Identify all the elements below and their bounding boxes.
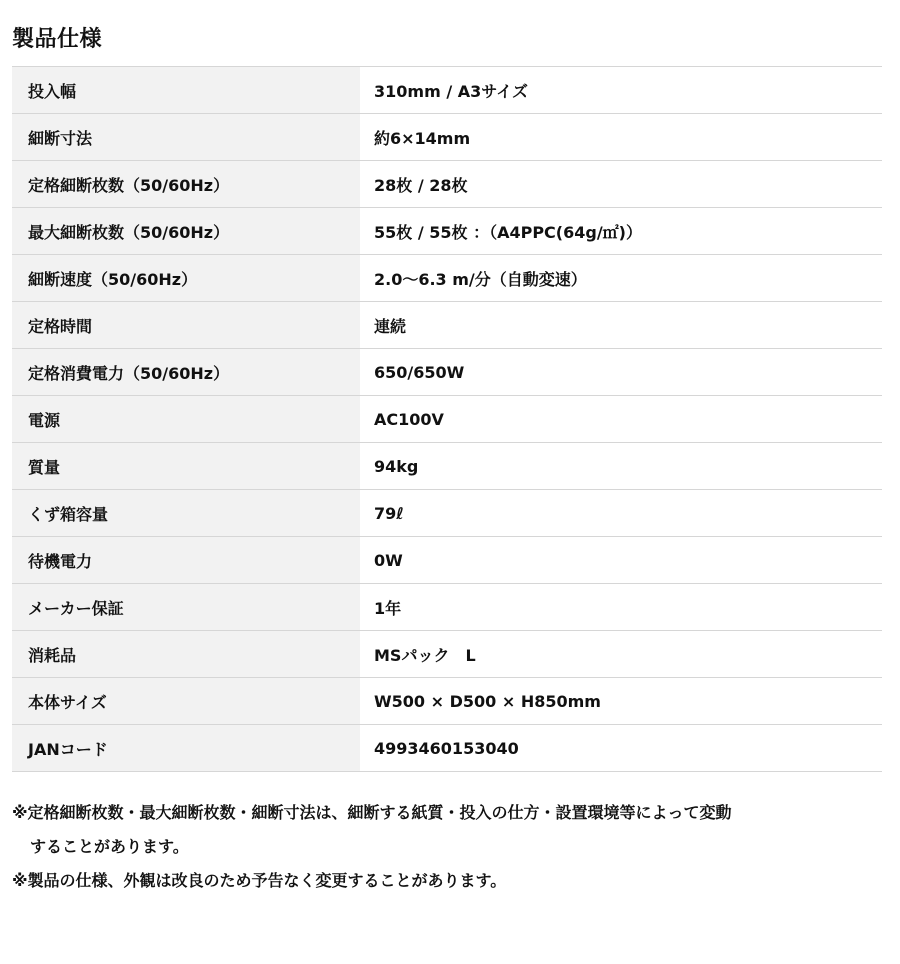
- spec-value: 0W: [360, 537, 882, 583]
- spec-label: 最大細断枚数（50/60Hz）: [12, 208, 360, 254]
- spec-label: JANコード: [12, 725, 360, 771]
- table-row: [12, 161, 882, 208]
- table-row: [12, 67, 882, 114]
- table-row: [12, 537, 882, 584]
- spec-label: 定格時間: [12, 302, 360, 348]
- table-row: [12, 490, 882, 537]
- spec-label: 消耗品: [12, 631, 360, 677]
- spec-value: 連続: [360, 302, 882, 348]
- spec-value: 310mm / A3サイズ: [360, 67, 882, 113]
- table-row: [12, 349, 882, 396]
- table-row: [12, 114, 882, 161]
- notes-section: [12, 796, 888, 898]
- spec-value: 1年: [360, 584, 882, 630]
- spec-label: 定格細断枚数（50/60Hz）: [12, 161, 360, 207]
- spec-value: 94kg: [360, 443, 882, 489]
- table-row: [12, 725, 882, 772]
- table-row: [12, 443, 882, 490]
- spec-value: 55枚 / 55枚 ：（A4PPC(64g/㎡)）: [360, 208, 882, 254]
- table-row: [12, 255, 882, 302]
- table-row: [12, 678, 882, 725]
- spec-label: 待機電力: [12, 537, 360, 583]
- page-title: 製品仕様: [12, 27, 103, 52]
- spec-table: [12, 66, 882, 772]
- table-row: [12, 584, 882, 631]
- spec-value: 4993460153040: [360, 725, 882, 771]
- table-row: [12, 631, 882, 678]
- spec-label: 細断寸法: [12, 114, 360, 160]
- spec-value: 2.0〜6.3 m/分（自動変速）: [360, 255, 882, 301]
- spec-value: MSパック L: [360, 631, 882, 677]
- spec-label: 本体サイズ: [12, 678, 360, 724]
- table-row: [12, 302, 882, 349]
- table-row: [12, 396, 882, 443]
- spec-value: W500 × D500 × H850mm: [360, 678, 882, 724]
- note-variation-line1: ※定格細断枚数・最大細断枚数・細断寸法は、細断する紙質・投入の仕方・設置環境等によって変動: [12, 803, 732, 822]
- spec-label: 細断速度（50/60Hz）: [12, 255, 360, 301]
- spec-value: 約6×14mm: [360, 114, 882, 160]
- spec-value: 650/650W: [360, 349, 882, 395]
- table-row: [12, 208, 882, 255]
- spec-value: 28枚 / 28枚: [360, 161, 882, 207]
- spec-label: メーカー保証: [12, 584, 360, 630]
- spec-label: 定格消費電力（50/60Hz）: [12, 349, 360, 395]
- spec-label: 投入幅: [12, 67, 360, 113]
- spec-value: 79ℓ: [360, 490, 882, 536]
- spec-label: 電源: [12, 396, 360, 442]
- spec-label: くず箱容量: [12, 490, 360, 536]
- note-variation-line2: することがあります。: [30, 837, 189, 856]
- spec-value: AC100V: [360, 396, 882, 442]
- note-spec-change: ※製品の仕様、外観は改良のため予告なく変更することがあります。: [12, 871, 507, 890]
- spec-label: 質量: [12, 443, 360, 489]
